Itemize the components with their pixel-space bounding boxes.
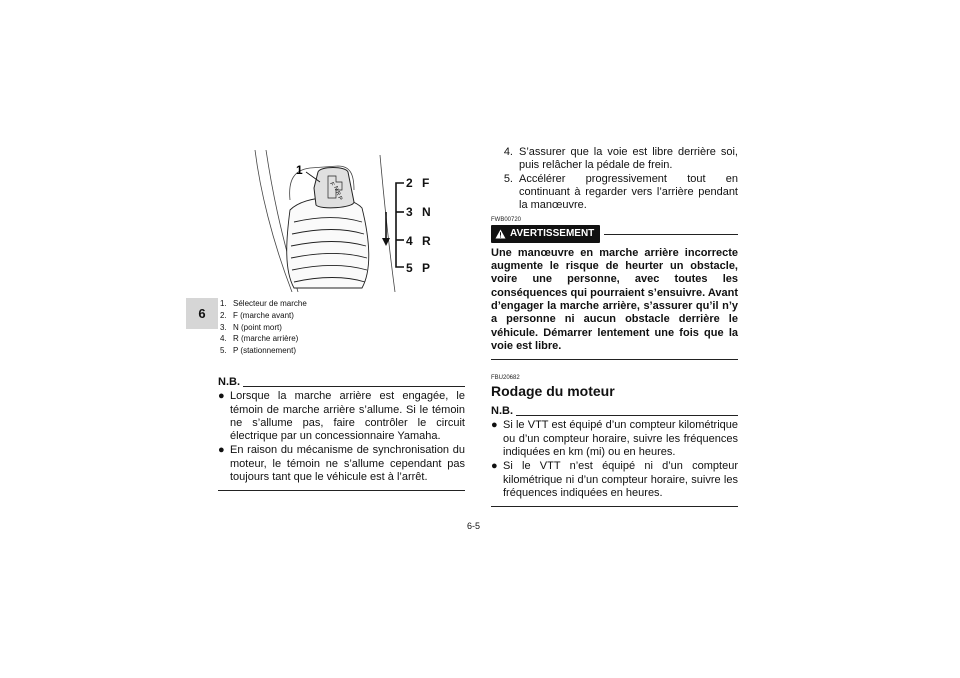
callout-number: 1 — [296, 163, 303, 177]
position-letter: N — [422, 205, 431, 219]
position-number: 5 — [406, 261, 413, 275]
position-letter: R — [422, 234, 431, 248]
left-column — [218, 376, 465, 491]
section-title: Rodage du moteur — [491, 383, 615, 400]
warning-code: FWB00720 — [491, 217, 522, 224]
legend-item: 5. P (stationnement) — [220, 346, 296, 356]
section-code: FBU20682 — [491, 375, 520, 382]
note-item: ● En raison du mécanisme de synchronisation du moteur, le témoin ne s’allume cependant pas toujours tant que le véhicule est à l’arrêt. — [218, 444, 465, 484]
note-label: N.B. — [491, 405, 513, 418]
gear-selector-figure — [250, 150, 450, 292]
right-column — [491, 146, 738, 507]
note-item: ● Lorsque la marche arrière est engagée, le témoin de marche arrière s’allume. Si le témoin ne s’allume pas, faire contrôler le circuit électrique par un concessionnaire Yamaha. — [218, 390, 465, 443]
procedure-step: 5. Accélérer progressivement tout en continuant à regarder vers l’arrière pendant la manœuvre. — [503, 172, 738, 212]
figure-legend — [220, 298, 465, 357]
shift-boot — [287, 195, 369, 288]
knob-letter: F — [328, 181, 335, 187]
chapter-tab: 6 — [186, 298, 218, 329]
shift-pattern — [386, 183, 404, 267]
bullet-icon: ● — [218, 444, 225, 457]
position-letter: P — [422, 261, 431, 275]
note-item: ● Si le VTT n’est équipé ni d’un compteur kilométrique ni d’un compteur horaire, suivre les fréquences indiquées en heures. — [491, 460, 738, 499]
selector-knob — [314, 168, 354, 208]
note-label: N.B. — [218, 376, 240, 388]
note-end-rule — [491, 506, 738, 507]
warning-header — [491, 225, 738, 242]
note-item: ● Si le VTT est équipé d’un compteur kilométrique ou d’un compteur horaire, suivre les fréquences indiquées en km (mi) ou en heures. — [491, 419, 738, 459]
knob-letter: R — [334, 190, 342, 197]
warning-text: Une manœuvre en marche arrière incorrecte augmente le risque de heurter un obstacle, voire une personne, avec toutes les conséquences qui pourraient s’ensuivre. Avant d’engager la marche arrière, s’assurer qu’il n’y a personne ni aucun obstacle derrière le véhicule. Démarrer lentement une fois que la voie est libre. — [491, 246, 738, 352]
legend-item: 3. N (point mort) — [220, 322, 282, 332]
legend-item: 4. R (marche arrière) — [220, 334, 299, 344]
bullet-icon: ● — [218, 390, 225, 403]
note-end-rule — [218, 490, 465, 491]
position-number: 4 — [406, 234, 413, 248]
note-header — [491, 405, 738, 418]
warning-triangle-icon — [495, 229, 506, 239]
page-number: 6-5 — [467, 521, 481, 531]
procedure-step: 4. S’assurer que la voie est libre derrière soi, puis relâcher la pédale de frein. — [503, 146, 738, 172]
position-number: 2 — [406, 176, 413, 190]
position-letter: F — [422, 176, 430, 190]
bullet-icon: ● — [491, 419, 498, 432]
warning-label: AVERTISSEMENT — [510, 228, 595, 240]
warning-end-rule — [491, 359, 738, 360]
position-number: 3 — [406, 205, 413, 219]
knob-letter: P — [336, 195, 344, 202]
knob-letter: N — [332, 185, 340, 192]
bullet-icon: ● — [491, 460, 498, 473]
note-header — [218, 376, 465, 389]
legend-item: 2. F (marche avant) — [220, 310, 294, 320]
legend-item: 1. Sélecteur de marche — [220, 299, 307, 308]
